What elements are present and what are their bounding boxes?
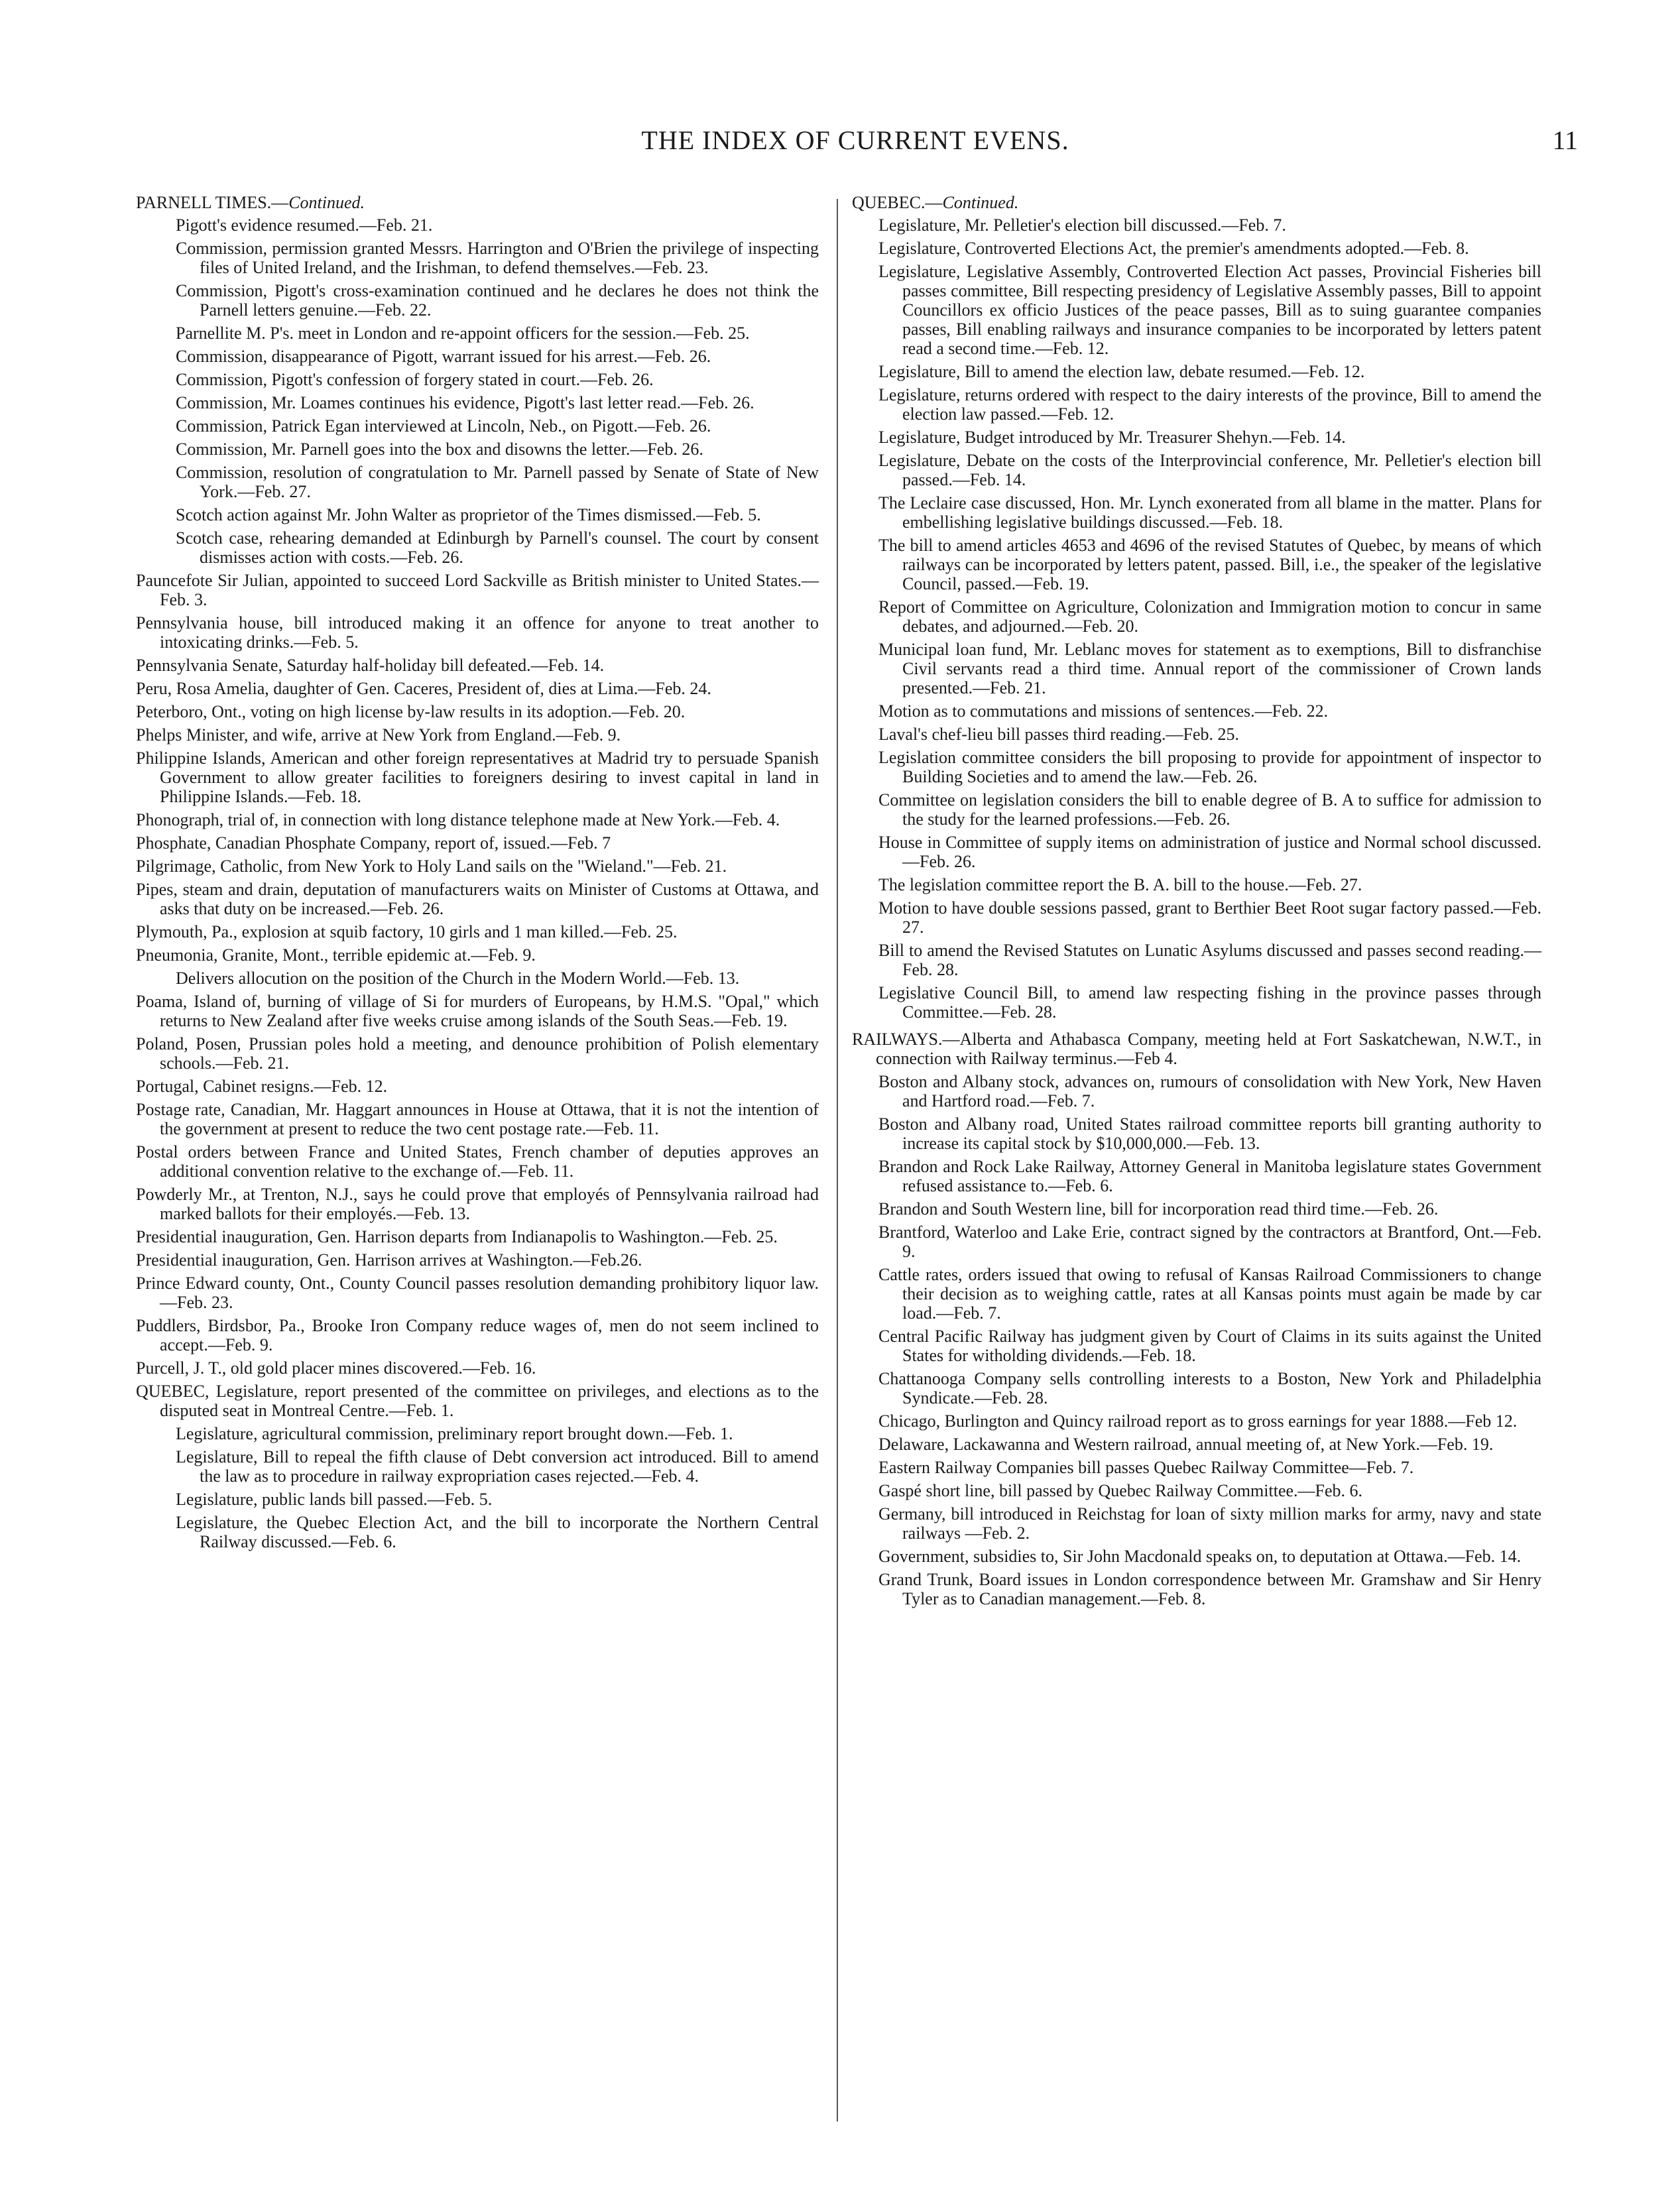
index-entry: Commission, permission granted Messrs. Harrington and O'Brien the privilege of inspecting files of United Ireland, and the Irishman, to defend themselves.—Feb. 23. xyxy=(176,239,819,277)
heading-text: QUEBEC.— xyxy=(852,193,943,212)
index-entry: Boston and Albany stock, advances on, rumours of consolidation with New York, New Haven and Hartford road.—Feb. 7. xyxy=(878,1072,1541,1110)
railways-entries xyxy=(852,1072,1541,1608)
right-column xyxy=(852,192,1541,1612)
index-entry: Gaspé short line, bill passed by Quebec Railway Committee.—Feb. 6. xyxy=(878,1481,1363,1500)
index-entry: Legislature, Debate on the costs of the Interprovincial conference, Mr. Pelletier's election bill passed.—Feb. 14. xyxy=(878,451,1541,489)
index-entry: Philippine Islands, American and other foreign representatives at Madrid try to persuade Spanish Government to allow greater facilities to foreigners desiring to invest capital in land in Philippine Islands.—Feb. 18. xyxy=(136,748,819,806)
parnell-entries xyxy=(136,215,819,567)
index-entry: Presidential inauguration, Gen. Harrison arrives at Washington.—Feb.26. xyxy=(136,1250,642,1270)
index-entry: Chattanooga Company sells controlling interests to a Boston, New York and Philadelphia Syndicate.—Feb. 28. xyxy=(878,1369,1541,1407)
index-entry: Legislation committee considers the bill proposing to provide for appointment of inspector to Building Societies and to amend the law.—Feb. 26. xyxy=(878,748,1541,786)
index-entry: Plymouth, Pa., explosion at squib factory, 10 girls and 1 man killed.—Feb. 25. xyxy=(136,922,678,941)
index-entry: Bill to amend the Revised Statutes on Lunatic Asylums discussed and passes second reading.—Feb. 28. xyxy=(878,941,1541,979)
index-entry: Brandon and South Western line, bill for incorporation read third time.—Feb. 26. xyxy=(878,1199,1439,1219)
p-entries-2 xyxy=(136,992,819,1420)
index-entry: Chicago, Burlington and Quincy railroad report as to gross earnings for year 1888.—Feb 12. xyxy=(878,1411,1518,1431)
index-entry: Legislature, the Quebec Election Act, and the bill to incorporate the Northern Central Railway discussed.—Feb. 6. xyxy=(176,1513,819,1551)
index-entry: Delaware, Lackawanna and Western railroad, annual meeting of, at New York.—Feb. 19. xyxy=(878,1435,1494,1454)
index-entry: Pennsylvania house, bill introduced making it an offence for anyone to treat another to intoxicating drinks.—Feb. 5. xyxy=(136,613,819,652)
index-entry: Presidential inauguration, Gen. Harrison departs from Indianapolis to Washington.—Feb. 25. xyxy=(136,1227,778,1246)
index-entry: Legislature, Bill to repeal the fifth clause of Debt conversion act introduced. Bill to amend the law as to procedure in railway expropriation cases rejected.—Feb. 4. xyxy=(176,1447,819,1486)
section-heading-quebec xyxy=(852,192,1541,213)
index-entry: Motion to have double sessions passed, grant to Berthier Beet Root sugar factory passed.—Feb. 27. xyxy=(878,898,1541,937)
index-entry: Postal orders between France and United States, French chamber of deputies approves an additional convention relative to the exchange of.—Feb. 11. xyxy=(136,1142,819,1181)
index-entry: Postage rate, Canadian, Mr. Haggart announces in House at Ottawa, that it is not the intention of the government at present to reduce the two cent postage rate.—Feb. 11. xyxy=(136,1100,819,1138)
index-entry: Pennsylvania Senate, Saturday half-holiday bill defeated.—Feb. 14. xyxy=(136,656,605,675)
index-entry: Committee on legislation considers the bill to enable degree of B. A to suffice for admission to the study for the learned professions.—Feb. 26. xyxy=(878,790,1541,829)
index-entry: Central Pacific Railway has judgment given by Court of Claims in its suits against the United States for witholding dividends.—Feb. 18. xyxy=(878,1327,1541,1365)
index-entry: Motion as to commutations and missions of sentences.—Feb. 22. xyxy=(878,701,1329,721)
index-entry: Phelps Minister, and wife, arrive at New York from England.—Feb. 9. xyxy=(136,725,621,745)
heading-text: PARNELL TIMES.— xyxy=(136,193,289,212)
index-entry: Legislative Council Bill, to amend law respecting fishing in the province passes through Committee.—Feb. 28. xyxy=(878,983,1541,1022)
index-entry: Pneumonia, Granite, Mont., terrible epidemic at.—Feb. 9. xyxy=(136,945,536,965)
index-entry: Legislature, Legislative Assembly, Controverted Election Act passes, Provincial Fisheries bill passes committee, Bill respecting presidency of Legislative Assembly passes, Bill to appoint Councillors ex officio Justices of the peace passes, Bill as to suing guarantee companies passes, Bill enabling railways and insurance companies to be incorporated by letters patent read a second time.—Feb. 12. xyxy=(878,262,1541,358)
index-entry: Legislature, Bill to amend the election law, debate resumed.—Feb. 12. xyxy=(878,362,1365,381)
index-entry: Cattle rates, orders issued that owing to refusal of Kansas Railroad Commissioners to change their decision as to weighing cattle, rates at all Kansas points must again be made by car load.—Feb. 7. xyxy=(878,1265,1541,1323)
heading-continued: Continued. xyxy=(288,193,365,212)
index-entry: Powderly Mr., at Trenton, N.J., says he could prove that employés of Pennsylvania railroad had marked ballots for their employés.—Feb. 13. xyxy=(136,1185,819,1223)
index-entry: House in Committee of supply items on administration of justice and Normal school discussed.—Feb. 26. xyxy=(878,833,1541,871)
index-entry: Pilgrimage, Catholic, from New York to Holy Land sails on the "Wieland."—Feb. 21. xyxy=(136,857,727,876)
index-entry: Legislature, Controverted Elections Act, the premier's amendments adopted.—Feb. 8. xyxy=(878,239,1469,258)
index-entry: Poama, Island of, burning of village of Si for murders of Europeans, by H.M.S. "Opal," which returns to New Zealand after five weeks cruise among islands of the South Seas.—Feb. 19. xyxy=(136,992,819,1030)
index-entry: Commission, Pigott's cross-examination continued and he declares he does not think the Parnell letters genuine.—Feb. 22. xyxy=(176,281,819,320)
index-entry: Brantford, Waterloo and Lake Erie, contract signed by the contractors at Brantford, Ont.—Feb. 9. xyxy=(878,1223,1541,1261)
index-entry: Commission, Patrick Egan interviewed at Lincoln, Neb., on Pigott.—Feb. 26. xyxy=(176,416,711,436)
index-entry: Peru, Rosa Amelia, daughter of Gen. Caceres, President of, dies at Lima.—Feb. 24. xyxy=(136,679,711,698)
index-entry: Eastern Railway Companies bill passes Quebec Railway Committee—Feb. 7. xyxy=(878,1458,1414,1477)
index-entry: Prince Edward county, Ont., County Council passes resolution demanding prohibitory liquor law.—Feb. 23. xyxy=(136,1274,819,1312)
index-entry: Commission, Mr. Loames continues his evidence, Pigott's last letter read.—Feb. 26. xyxy=(176,393,754,412)
index-entry: Legislature, Mr. Pelletier's election bill discussed.—Feb. 7. xyxy=(878,215,1286,235)
index-entry: Phonograph, trial of, in connection with long distance telephone made at New York.—Feb. 4. xyxy=(136,810,780,829)
index-entry: The legislation committee report the B. A. bill to the house.—Feb. 27. xyxy=(878,875,1362,894)
index-entry: Commission, resolution of congratulation to Mr. Parnell passed by Senate of State of New York.—Feb. 27. xyxy=(176,463,819,501)
index-entry: The Leclaire case discussed, Hon. Mr. Lynch exonerated from all blame in the matter. Plans for embellishing legislative buildings discussed.—Feb. 18. xyxy=(878,493,1541,532)
quebec-entries xyxy=(136,1424,819,1551)
index-entry: Commission, disappearance of Pigott, warrant issued for his arrest.—Feb. 26. xyxy=(176,347,711,366)
index-entry: Puddlers, Birdsbor, Pa., Brooke Iron Company reduce wages of, men do not seem inclined to accept.—Feb. 9. xyxy=(136,1316,819,1354)
index-entry: Germany, bill introduced in Reichstag for loan of sixty million marks for army, navy and state railways —Feb. 2. xyxy=(878,1504,1541,1543)
index-entry: Pigott's evidence resumed.—Feb. 21. xyxy=(176,215,433,235)
left-column xyxy=(136,192,819,1555)
index-entry: Parnellite M. P's. meet in London and re-appoint officers for the session.—Feb. 25. xyxy=(176,324,750,343)
index-entry: Laval's chef-lieu bill passes third reading.—Feb. 25. xyxy=(878,725,1240,744)
index-entry: Portugal, Cabinet resigns.—Feb. 12. xyxy=(136,1077,388,1096)
heading-continued: Continued. xyxy=(942,193,1019,212)
index-entry: Purcell, J. T., old gold placer mines discovered.—Feb. 16. xyxy=(136,1358,536,1378)
index-entry: Government, subsidies to, Sir John Macdonald speaks on, to deputation at Ottawa.—Feb. 14. xyxy=(878,1547,1522,1566)
index-entry: Phosphate, Canadian Phosphate Company, report of, issued.—Feb. 7 xyxy=(136,833,611,853)
index-entry: Municipal loan fund, Mr. Leblanc moves for statement as to exemptions, Bill to disfranchise Civil servants read a third time. Annual report of the commissioner of Crown lands presented.—Feb. 21. xyxy=(878,640,1541,697)
column-rule xyxy=(837,199,838,2121)
index-entry: Pauncefote Sir Julian, appointed to succeed Lord Sackville as British minister to United States.—Feb. 3. xyxy=(136,571,819,609)
index-entry: Report of Committee on Agriculture, Colonization and Immigration motion to concur in same debates, and adjourned.—Feb. 20. xyxy=(878,597,1541,636)
index-entry: Legislature, public lands bill passed.—Feb. 5. xyxy=(176,1490,493,1509)
index-entry: Grand Trunk, Board issues in London correspondence between Mr. Gramshaw and Sir Henry Tyler as to Canadian management.—Feb. 8. xyxy=(878,1570,1541,1608)
index-entry: QUEBEC, Legislature, report presented of the committee on privileges, and elections as to the disputed seat in Montreal Centre.—Feb. 1. xyxy=(136,1382,819,1420)
index-entry: Legislature, agricultural commission, preliminary report brought down.—Feb. 1. xyxy=(176,1424,733,1443)
index-entry: Poland, Posen, Prussian poles hold a meeting, and denounce prohibition of Polish elementary schools.—Feb. 21. xyxy=(136,1034,819,1073)
index-entry: Delivers allocution on the position of the Church in the Modern World.—Feb. 13. xyxy=(176,969,740,988)
index-entry: Pipes, steam and drain, deputation of manufacturers waits on Minister of Customs at Ottawa, and asks that duty on be increased.—Feb. 26. xyxy=(136,880,819,918)
index-entry: The bill to amend articles 4653 and 4696 of the revised Statutes of Quebec, by means of which railways can be incorporated by letters patent, passed. Bill, i.e., the speaker of the legislative Council, passed.—Feb. 19. xyxy=(878,536,1541,593)
index-entry: Scotch action against Mr. John Walter as proprietor of the Times dismissed.—Feb. 5. xyxy=(176,505,761,524)
railways-heading-entry: RAILWAYS.—Alberta and Athabasca Company, meeting held at Fort Saskatchewan, N.W.T., in connection with Railway terminus.—Feb 4. xyxy=(852,1030,1541,1068)
quebec-entries xyxy=(852,215,1541,1022)
index-entry: Commission, Mr. Parnell goes into the box and disowns the letter.—Feb. 26. xyxy=(176,440,703,459)
index-entry: Boston and Albany road, United States railroad committee reports bill granting authority to increase its capital stock by $10,000,000.—Feb. 13. xyxy=(878,1114,1541,1153)
index-entry: Legislature, returns ordered with respect to the dairy interests of the province, Bill to amend the election law passed.—Feb. 12. xyxy=(878,385,1541,424)
index-entry: Brandon and Rock Lake Railway, Attorney General in Manitoba legislature states Government refused assistance to.—Feb. 6. xyxy=(878,1157,1541,1195)
index-entry: Legislature, Budget introduced by Mr. Treasurer Shehyn.—Feb. 14. xyxy=(878,428,1346,447)
index-entry: Peterboro, Ont., voting on high license by-law results in its adoption.—Feb. 20. xyxy=(136,702,686,721)
index-entry: Commission, Pigott's confession of forgery stated in court.—Feb. 26. xyxy=(176,370,654,389)
section-heading-parnell xyxy=(136,192,819,213)
p-entries xyxy=(136,571,819,965)
index-entry: Scotch case, rehearing demanded at Edinburgh by Parnell's counsel. The court by consent dismisses action with costs.—Feb. 26. xyxy=(176,528,819,567)
page-number: 11 xyxy=(1552,125,1578,155)
page-title: THE INDEX OF CURRENT EVENS. xyxy=(641,125,1069,155)
page-header xyxy=(133,125,1578,164)
